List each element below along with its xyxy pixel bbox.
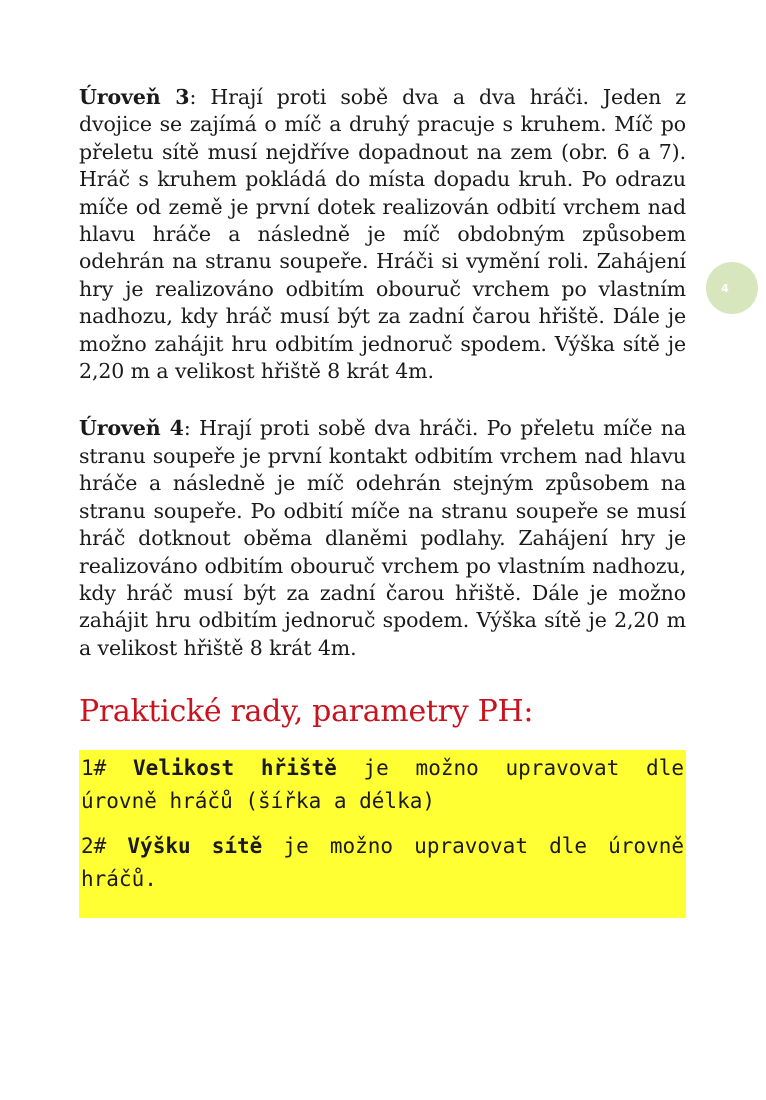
tip-strong: Výšku sítě [127,834,263,859]
paragraph-lead: Úroveň 4 [79,416,184,441]
section-heading: Praktické rady, parametry PH: [79,694,534,730]
page-number: 4 [721,281,729,295]
page-content [79,84,686,918]
tip-strong: Velikost hřiště [133,756,337,781]
tips-highlight-box [79,750,686,918]
tip-prefix: 2# [81,834,128,859]
tip-item [79,830,686,896]
tip-prefix: 1# [81,756,134,781]
paragraph-level-3 [79,84,686,385]
paragraph-lead: Úroveň 3 [79,85,190,109]
page-number-badge [706,262,758,314]
paragraph-text: : Hrají proti sobě dva a dva hráči. Jeden z dvojice se zajímá o míč a druhý pracuje s kruhem. Míč po přeletu sítě musí nejdříve dopadnout na zem (obr. 6 a 7). Hráč s kruhem pokládá do místa dopadu kruh. Po odrazu míče od země je první dotek realizován odbití vrchem nad hlavu hráče a následně je míč obdobným způsobem odehrán na stranu soupeře. Hráči si vymění roli. Zahájení hry je realizováno odbitím obouruč vrchem po vlastním nadhozu, kdy hráč musí být za zadní čarou hřiště. Dále je možno zahájit hru odbitím jednoruč spodem. Výška sítě je 2,20 m a velikost hřiště 8 krát 4m. [79,85,687,384]
tip-item [79,752,686,818]
tip-text: je možno upravovat dle úrovně hráčů (šířka a délka) [81,756,684,814]
paragraph-level-4 [79,415,686,662]
paragraph-text: : Hrají proti sobě dva hráči. Po přeletu míče na stranu soupeře je první kontakt odbitím vrchem nad hlavu hráče a následně je míč odehrán stejným způsobem na stranu soupeře. Po odbití míče na stranu soupeře se musí hráč dotknout oběma dlaněmi podlahy. Zahájení hry je realizováno odbitím obouruč vrchem po vlastním nadhozu, kdy hráč musí být za zadní čarou hřiště. Dále je možno zahájit hru odbitím jednoruč spodem. Výška sítě je 2,20 m a velikost hřiště 8 krát 4m. [79,416,687,660]
tip-text: je možno upravovat dle úrovně hráčů. [81,834,684,892]
